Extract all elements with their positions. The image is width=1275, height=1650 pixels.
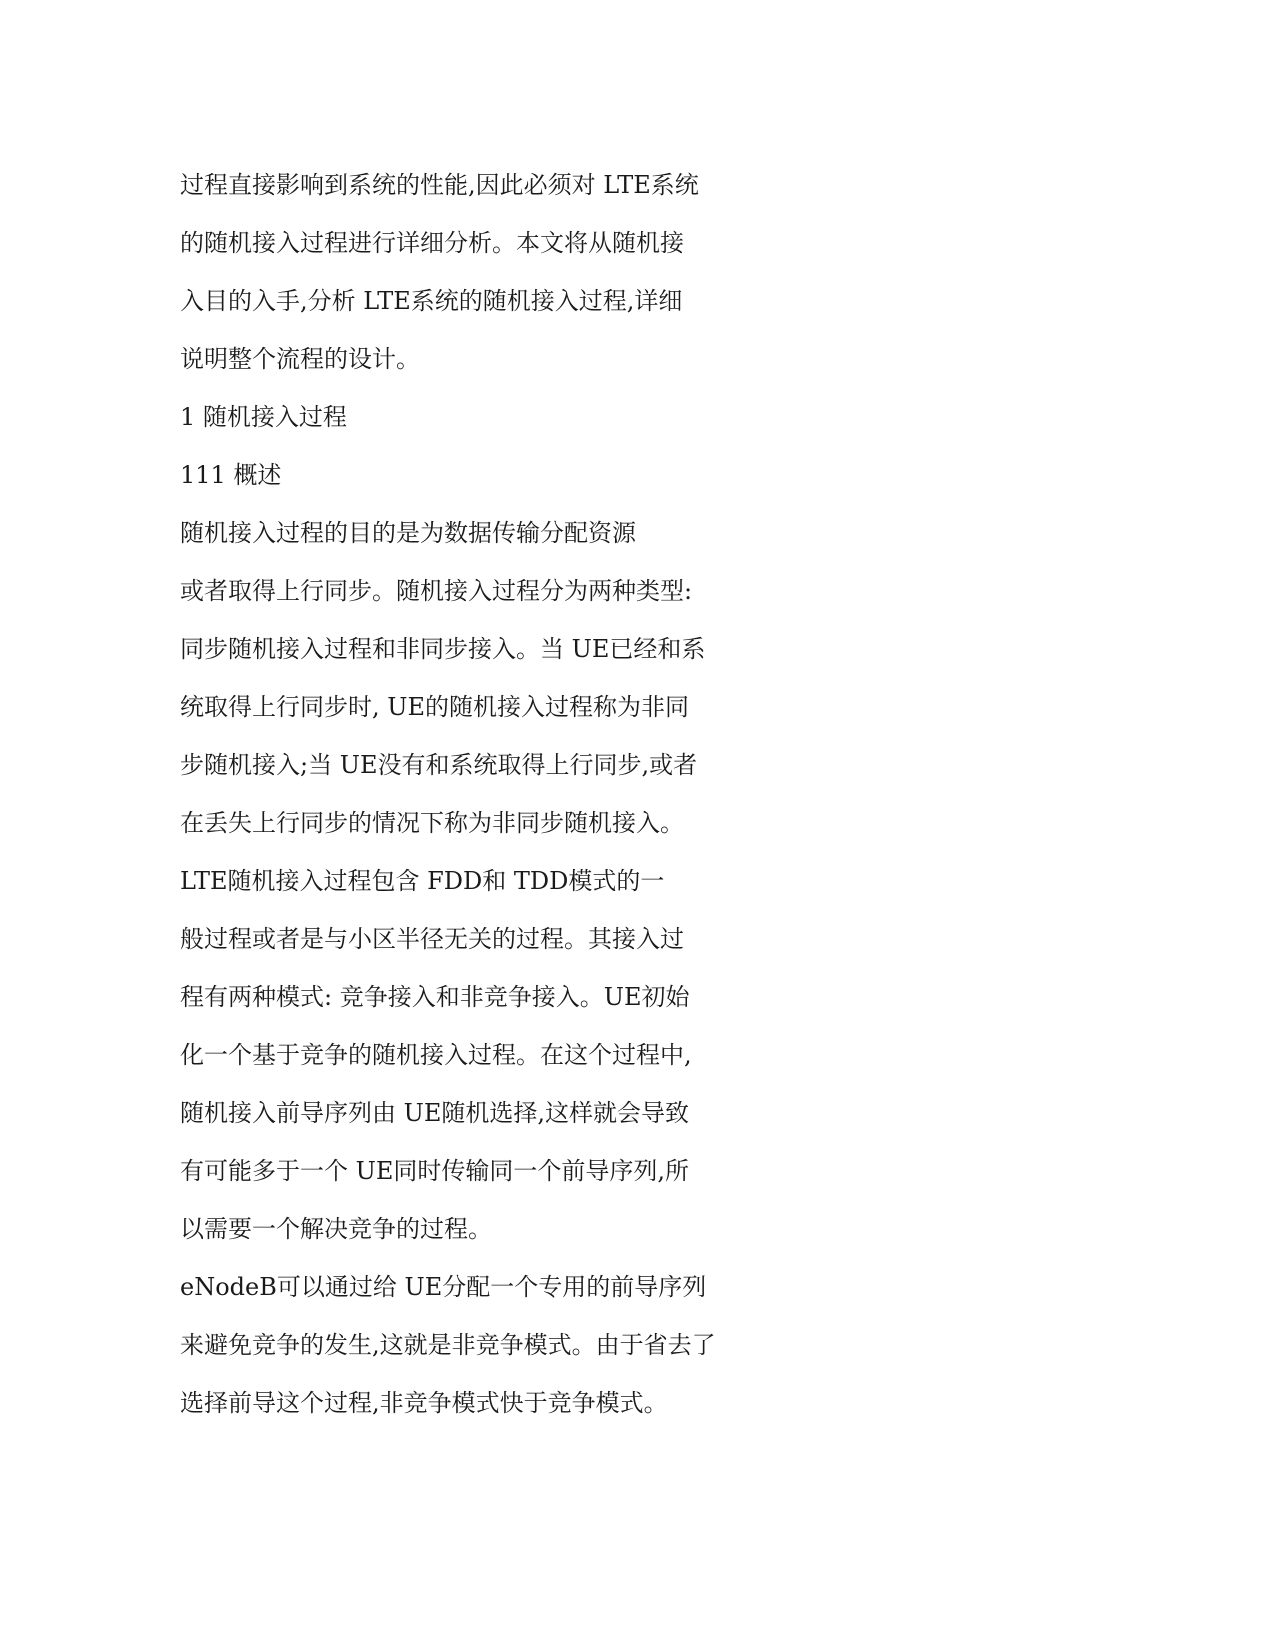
text-line: 在丢失上行同步的情况下称为非同步随机接入。 [180, 809, 684, 837]
text-line: 来避免竞争的发生,这就是非竞争模式。由于省去了 [180, 1331, 716, 1359]
text-line: 以需要一个解决竞争的过程。 [180, 1215, 492, 1243]
text-line: 步随机接入;当 UE没有和系统取得上行同步,或者 [180, 751, 698, 779]
text-line: 程有两种模式: 竞争接入和非竞争接入。UE初始 [180, 983, 690, 1011]
text-line: eNodeB可以通过给 UE分配一个专用的前导序列 [180, 1273, 707, 1301]
text-line: 或者取得上行同步。随机接入过程分为两种类型: [180, 577, 693, 605]
text-line: 有可能多于一个 UE同时传输同一个前导序列,所 [180, 1157, 690, 1185]
text-line: 同步随机接入过程和非同步接入。当 UE已经和系 [180, 635, 706, 663]
subsection-heading: 111 概述 [180, 461, 282, 489]
text-line: 入目的入手,分析 LTE系统的随机接入过程,详细 [180, 287, 683, 315]
text-line: 随机接入前导序列由 UE随机选择,这样就会导致 [180, 1099, 690, 1127]
text-line: 的随机接入过程进行详细分析。本文将从随机接 [180, 229, 684, 257]
section-heading: 1 随机接入过程 [180, 403, 347, 431]
text-line: 选择前导这个过程,非竞争模式快于竞争模式。 [180, 1389, 668, 1417]
text-line: 随机接入过程的目的是为数据传输分配资源 [180, 519, 636, 547]
text-line: 过程直接影响到系统的性能,因此必须对 LTE系统 [180, 171, 699, 199]
text-line: LTE随机接入过程包含 FDD和 TDD模式的一 [180, 867, 665, 895]
text-line: 说明整个流程的设计。 [180, 345, 420, 373]
text-line: 化一个基于竞争的随机接入过程。在这个过程中, [180, 1041, 692, 1069]
text-line: 般过程或者是与小区半径无关的过程。其接入过 [180, 925, 684, 953]
text-line: 统取得上行同步时, UE的随机接入过程称为非同 [180, 693, 690, 721]
